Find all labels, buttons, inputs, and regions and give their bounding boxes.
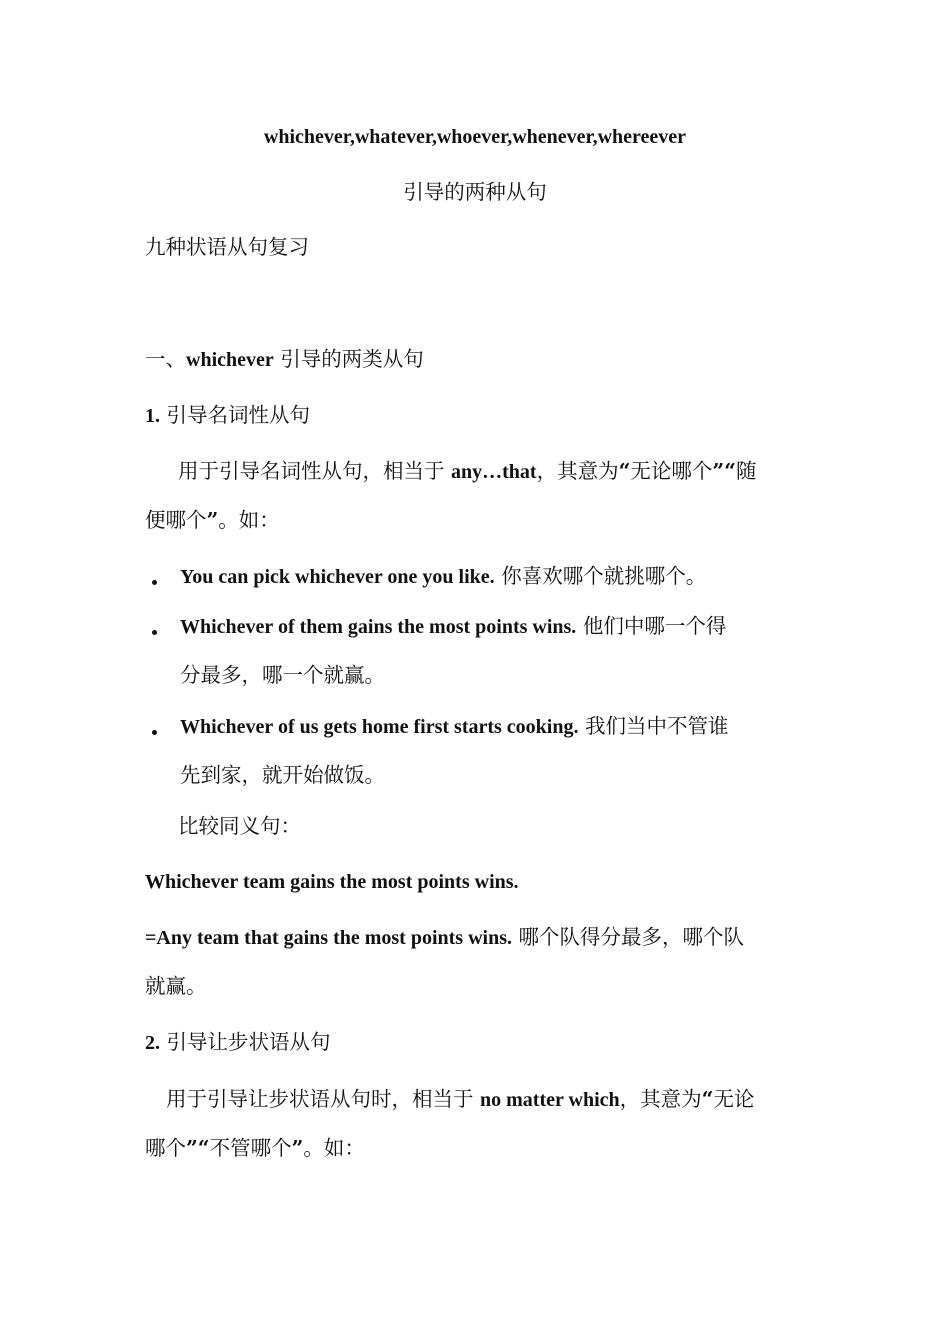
example-chinese: 我们当中不管谁 (578, 714, 729, 738)
doc-subtitle: 引导的两种从句 (403, 180, 547, 204)
item-heading-text: 引导名词性从句 (160, 403, 311, 427)
compare-sentence-2-cont: 就赢。 (145, 974, 207, 998)
item-heading-1 (145, 401, 310, 430)
example-english: You can pick whichever one you like. (180, 566, 495, 588)
example-chinese: 你喜欢哪个就挑哪个。 (494, 564, 707, 588)
example-english: Whichever of them gains the most points wins. (180, 616, 577, 638)
text-run: 不管哪个 (209, 1136, 292, 1160)
item-number: 1. (145, 405, 160, 427)
quote-mark: “ (701, 1087, 714, 1111)
bullet-item-2 (180, 612, 726, 641)
compare-sentence-1: Whichever team gains the most points wins. (145, 871, 519, 893)
text-run-bold: no matter which (480, 1089, 620, 1111)
item-number: 2. (145, 1032, 160, 1054)
paragraph-1-line-1 (178, 457, 756, 486)
review-heading: 九种状语从句复习 (145, 235, 309, 259)
text-run: 。如： (218, 508, 280, 532)
quote-mark: ” (206, 508, 219, 532)
bullet-dot (150, 726, 160, 736)
text-run-bold: any…that (451, 461, 537, 483)
bullet-item-2-cont: 分最多，哪一个就赢。 (180, 663, 385, 687)
bullet-dot (150, 626, 160, 636)
bullet-dot (150, 576, 160, 586)
bullet-item-3 (180, 712, 729, 741)
quote-mark: “ (618, 459, 631, 483)
text-run: ，其意为 (619, 1087, 702, 1111)
quote-mark: ”“ (712, 459, 736, 483)
section-prefix: 一、 (145, 347, 186, 371)
item-heading-text: 引导让步状语从句 (160, 1030, 331, 1054)
text-run: 。如： (303, 1136, 365, 1160)
paragraph-1-line-2 (145, 506, 280, 534)
quote-mark: ”“ (186, 1136, 210, 1160)
text-run: 无论 (713, 1087, 755, 1111)
paragraph-2-line-2 (145, 1134, 365, 1162)
text-run: ，其意为 (536, 459, 619, 483)
bullet-item-1 (180, 562, 706, 591)
bullet-item-3-cont: 先到家，就开始做饭。 (180, 763, 385, 787)
text-run: 便哪个 (145, 508, 207, 532)
section-rest: 引导的两类从句 (273, 347, 424, 371)
quote-mark: ” (291, 1136, 304, 1160)
doc-title: whichever,whatever,whoever,whenever,whereever (263, 126, 687, 148)
compare-sentence-2 (145, 923, 744, 952)
item-heading-2 (145, 1028, 331, 1057)
text-run: 无论哪个 (630, 459, 713, 483)
section-keyword: whichever (186, 349, 274, 371)
example-chinese: 哪个队得分最多，哪个队 (511, 925, 745, 949)
section-heading-1 (145, 345, 424, 374)
text-run: 哪个 (145, 1136, 186, 1160)
example-chinese: 他们中哪一个得 (576, 614, 727, 638)
example-english: Whichever of us gets home first starts cooking. (180, 716, 579, 738)
text-run: 随 (735, 459, 757, 483)
example-english: =Any team that gains the most points wins. (145, 927, 512, 949)
text-run: 用于引导名词性从句，相当于 (178, 459, 452, 483)
text-run: 用于引导让步状语从句时，相当于 (166, 1087, 481, 1111)
paragraph-2-line-1 (166, 1085, 754, 1114)
compare-label: 比较同义句： (178, 814, 301, 838)
